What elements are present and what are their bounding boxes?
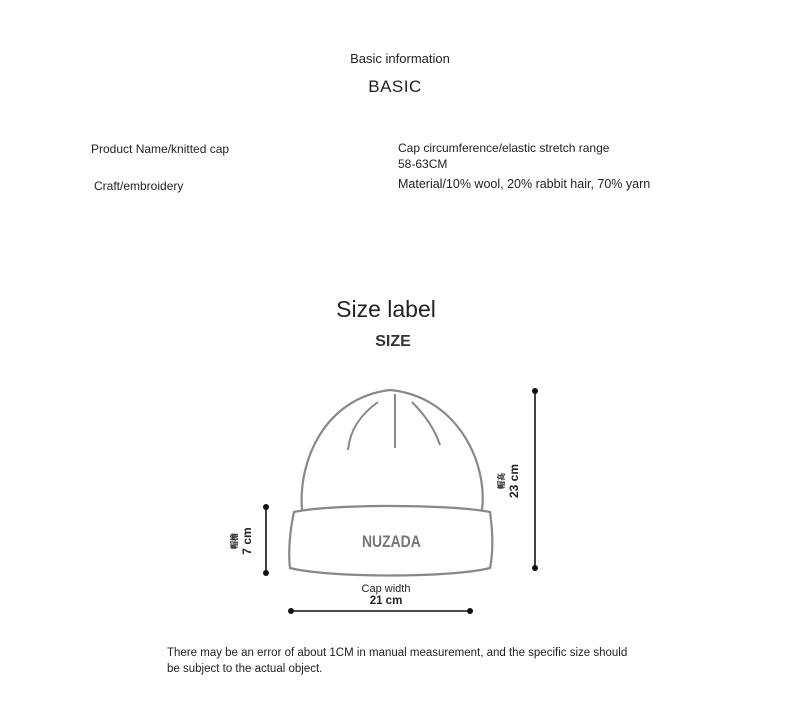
basic-info-subtitle: BASIC	[368, 77, 422, 96]
cap-width-label	[336, 583, 436, 607]
brim-cjk-label: 帽檐	[230, 533, 239, 549]
height-label	[496, 451, 536, 511]
height-cjk-label: 帽高	[497, 473, 506, 489]
height-dimension-top-dot	[532, 388, 538, 394]
cap-width-text: Cap width	[361, 583, 411, 595]
measurement-note: There may be an error of about 1CM in manual measurement, and the specific size should be subject to the actual object.	[167, 647, 628, 675]
material-info: Material/10% wool, 20% rabbit hair, 70% yarn	[398, 177, 651, 191]
product-name: Product Name/knitted cap	[91, 142, 230, 156]
brim-dimension-top-dot	[263, 504, 269, 510]
hat-crown-outline	[302, 390, 483, 510]
craft-info: Craft/embroidery	[94, 179, 184, 193]
circumference-value: 58-63CM	[398, 157, 448, 171]
width-dimension-right-dot	[467, 608, 473, 614]
brim-value: 7 cm	[240, 527, 254, 555]
hat-brand-text: NUZADA	[361, 532, 421, 552]
basic-info-title: Basic information	[350, 51, 450, 66]
size-label-subtitle: SIZE	[375, 333, 411, 350]
width-dimension-left-dot	[288, 608, 294, 614]
height-dimension-bottom-dot	[532, 565, 538, 571]
cap-width-value: 21 cm	[369, 595, 403, 607]
circumference-label: Cap circumference/elastic stretch range	[398, 141, 610, 155]
circumference-info	[398, 140, 609, 172]
size-label-title: Size label	[336, 296, 436, 322]
height-value: 23 cm	[507, 463, 521, 499]
brim-label	[229, 511, 269, 571]
